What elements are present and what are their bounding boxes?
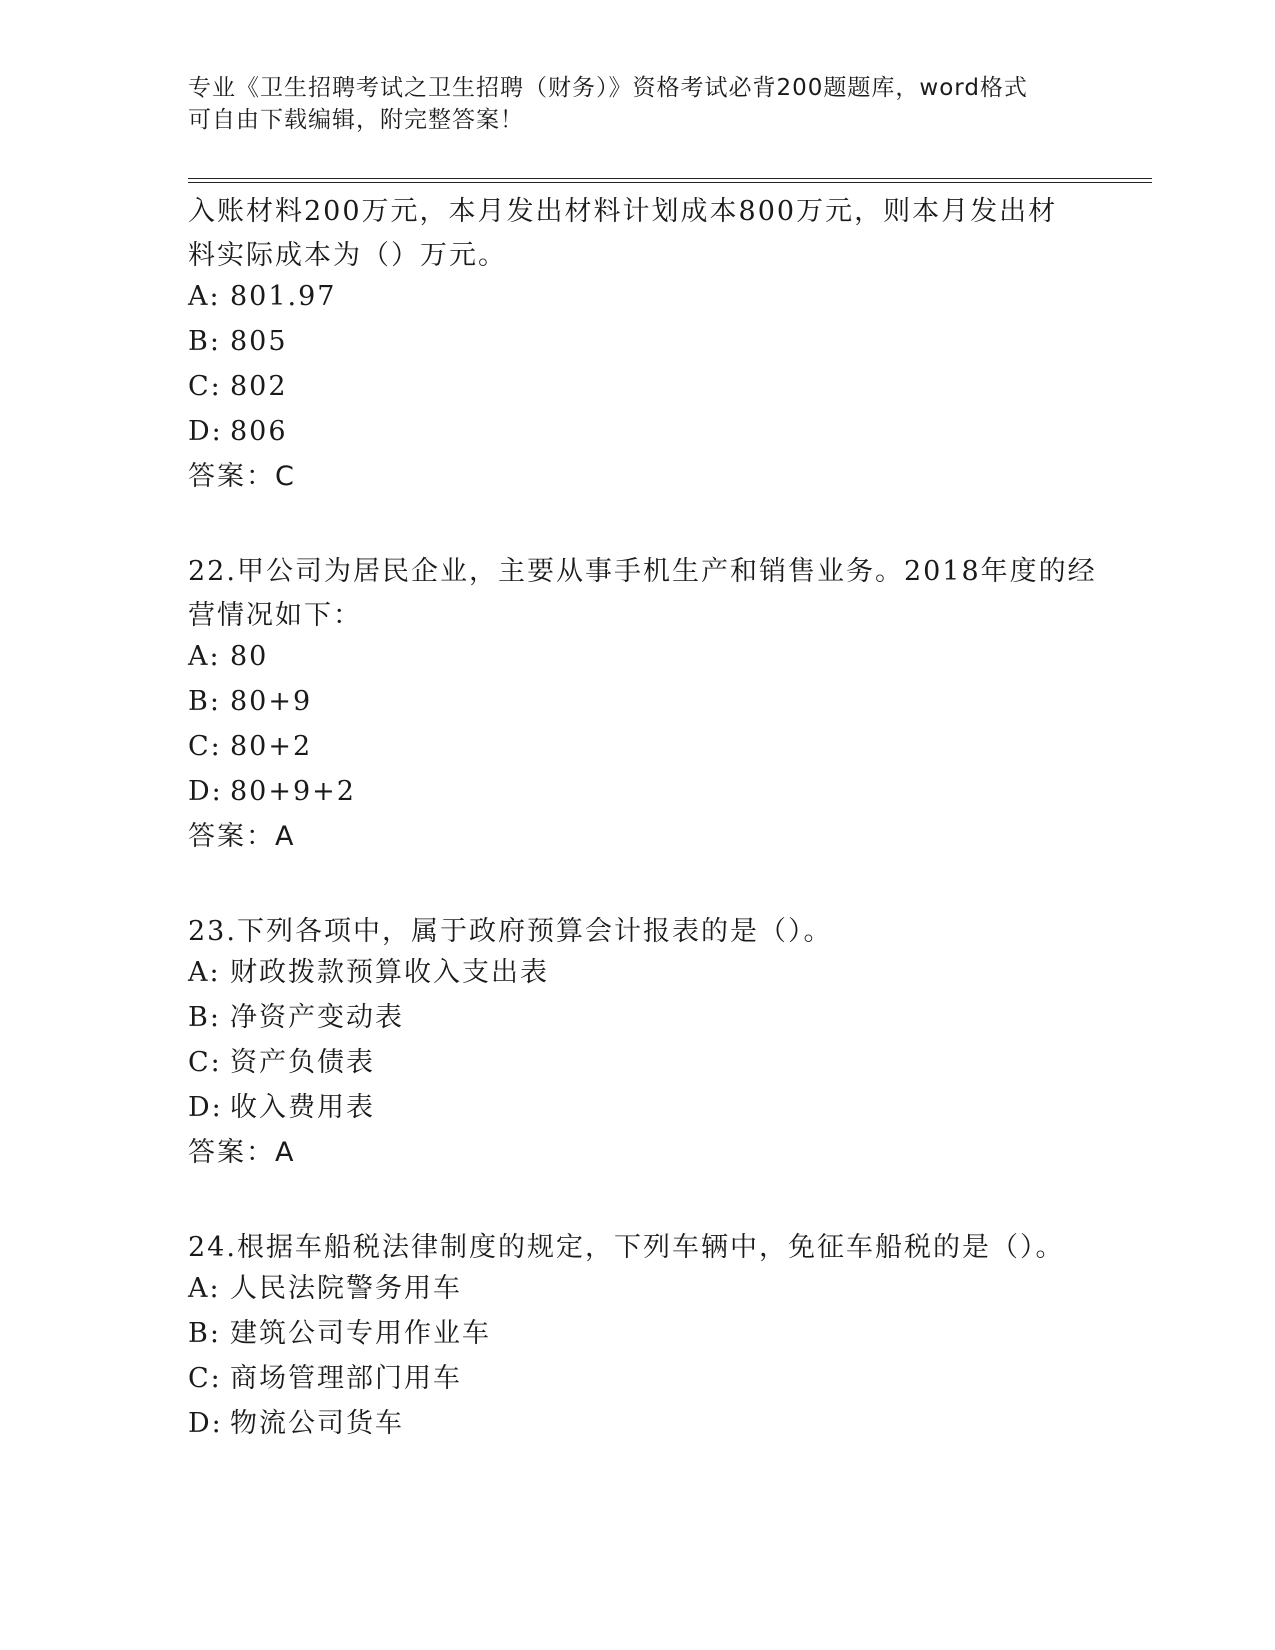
option-key: C: <box>188 1363 222 1394</box>
option-key: A: <box>188 957 221 988</box>
option-c <box>188 732 1088 777</box>
option-text: 人民法院警务用车 <box>230 1273 462 1304</box>
option-text: 80+9 <box>230 686 313 717</box>
option-d <box>188 1409 1088 1454</box>
option-text: 收入费用表 <box>230 1092 375 1123</box>
option-text: 80 <box>230 641 269 672</box>
option-key: A: <box>188 1273 221 1304</box>
question-text <box>188 550 1097 638</box>
option-text: 80+9+2 <box>230 776 356 807</box>
option-key: B: <box>188 1002 221 1033</box>
option-a <box>188 958 1088 1003</box>
header-divider-bottom <box>188 182 1152 183</box>
question-text-line: 22.甲公司为居民企业，主要从事手机生产和销售业务。2018年度的经 <box>188 556 1097 587</box>
option-b <box>188 1319 1088 1364</box>
block-spacer <box>188 492 1088 550</box>
option-text: 805 <box>230 326 288 357</box>
question-block-22 <box>188 550 1097 852</box>
option-b <box>188 687 1088 732</box>
question-text <box>188 190 1088 278</box>
question-list <box>188 190 1097 1454</box>
option-text: 净资产变动表 <box>230 1002 404 1033</box>
option-key: B: <box>188 686 221 717</box>
option-key: A: <box>188 641 221 672</box>
option-b <box>188 327 1088 372</box>
option-text: 物流公司货车 <box>230 1408 404 1439</box>
option-key: D: <box>188 776 223 807</box>
option-key: D: <box>188 1092 223 1123</box>
header-divider-top <box>188 178 1152 179</box>
option-c <box>188 372 1088 417</box>
option-text: 806 <box>230 416 288 447</box>
option-d <box>188 417 1088 462</box>
option-key: B: <box>188 326 221 357</box>
header-line-1: 专业《卫生招聘考试之卫生招聘（财务）》资格考试必背200题题库，word格式 <box>188 75 1028 101</box>
question-block-23 <box>188 910 1088 1168</box>
question-text <box>188 1226 1088 1270</box>
question-text-line: 24.根据车船税法律制度的规定，下列车辆中，免征车船税的是（）。 <box>188 1232 1065 1263</box>
option-c <box>188 1048 1088 1093</box>
answer-line: 答案：A <box>188 1137 296 1168</box>
option-text: 802 <box>230 371 288 402</box>
document-header <box>188 72 1068 136</box>
option-text: 财政拨款预算收入支出表 <box>230 957 549 988</box>
question-text-line: 营情况如下： <box>188 600 362 631</box>
question-block-1 <box>188 190 1088 492</box>
option-text: 资产负债表 <box>230 1047 375 1078</box>
block-spacer <box>188 1168 1088 1226</box>
option-key: C: <box>188 1047 222 1078</box>
answer-line: 答案：C <box>188 461 296 492</box>
answer-line: 答案：A <box>188 821 296 852</box>
question-text-line: 料实际成本为（）万元。 <box>188 240 507 271</box>
option-text: 801.97 <box>230 281 337 312</box>
option-key: C: <box>188 731 222 762</box>
option-a <box>188 642 1088 687</box>
option-d <box>188 777 1088 822</box>
header-line-2: 可自由下载编辑，附完整答案！ <box>188 107 524 133</box>
question-text-line: 入账材料200万元，本月发出材料计划成本800万元，则本月发出材 <box>188 196 1058 227</box>
question-block-24 <box>188 1226 1088 1454</box>
option-text: 建筑公司专用作业车 <box>230 1318 491 1349</box>
option-key: B: <box>188 1318 221 1349</box>
option-text: 商场管理部门用车 <box>230 1363 462 1394</box>
question-text <box>188 910 1088 954</box>
option-b <box>188 1003 1088 1048</box>
option-text: 80+2 <box>230 731 313 762</box>
option-key: A: <box>188 281 221 312</box>
option-a <box>188 282 1088 327</box>
option-key: D: <box>188 1408 223 1439</box>
question-text-line: 23.下列各项中，属于政府预算会计报表的是（）。 <box>188 916 833 947</box>
block-spacer <box>188 852 1088 910</box>
option-key: D: <box>188 416 223 447</box>
option-a <box>188 1274 1088 1319</box>
option-c <box>188 1364 1088 1409</box>
option-key: C: <box>188 371 222 402</box>
option-d <box>188 1093 1088 1138</box>
